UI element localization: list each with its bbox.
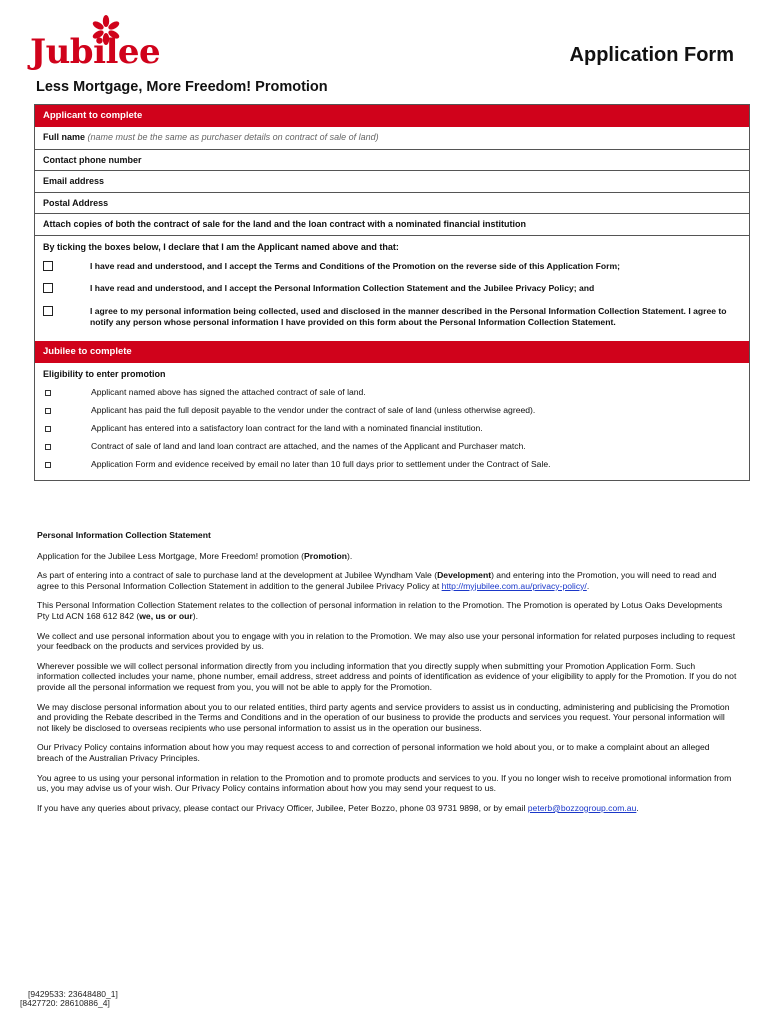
declaration-checkbox-privacy[interactable] [43, 283, 53, 293]
statement-paragraph: We may disclose personal information about you to our related entities, third party agents and service providers to assist us in conducting, administering and publicising the Promotion and providing the Rebate described in the Terms and Conditions and in the operation of our business to provide the products and services you request. Your personal information will not likely be disclosed to overseas recipients who use personal information to assist us in the operation our business. [37, 701, 730, 733]
attachments-row [35, 213, 749, 235]
statement-text: Application for the Jubilee Less Mortgage, More Freedom! promotion ( [37, 550, 305, 561]
eligibility-item [43, 441, 741, 452]
eligibility-section [35, 363, 749, 480]
declaration-intro: By ticking the boxes below, I declare that I am the Applicant named above and that: [43, 241, 399, 252]
full-name-label: Full name [43, 132, 86, 142]
eligibility-text: Applicant named above has signed the attached contract of sale of land. [91, 386, 366, 397]
statement-paragraph [37, 803, 737, 814]
phone-field[interactable] [35, 149, 749, 171]
postal-address-label: Postal Address [43, 197, 109, 208]
statement-text: This Personal Information Collection Statement relates to the collection of personal information in relation to the Promotion. The Promotion is operated by Lotus Oaks Developments Pty Ltd ACN 168 612 842 ( [37, 600, 723, 621]
eligibility-checkbox[interactable] [45, 408, 51, 414]
statement-text: As part of entering into a contract of sale to purchase land at the development at Jubilee Wyndham Vale ( [37, 570, 438, 581]
document-reference-2: [8427720: 28610886_4] [20, 998, 110, 1008]
statement-text: . [586, 580, 590, 591]
eligibility-checkbox[interactable] [45, 426, 51, 432]
eligibility-text: Applicant has entered into a satisfactory loan contract for the land with a nominated financial institution. [91, 422, 483, 433]
eligibility-text: Application Form and evidence received by email no later than 10 full days prior to settlement under the Contract of Sale. [91, 458, 551, 469]
statement-paragraph: Our Privacy Policy contains information about how you may request access to and correction of personal information we hold about you, or to make a complaint about an alleged breach of the Australian Privacy Principles. [37, 742, 710, 763]
statement-text: ) and entering into the Promotion, you will need to read and agree to this Personal Information Collection Statement in addition to the general Jubilee Privacy Policy at [37, 570, 717, 591]
statement-text: . [636, 802, 639, 813]
privacy-policy-link[interactable]: http://myjubilee.com.au/privacy-policy/ [441, 580, 587, 591]
declaration-section [35, 235, 749, 341]
email-field[interactable] [35, 170, 749, 192]
promotion-title: Less Mortgage, More Freedom! Promotion [36, 79, 328, 95]
declaration-checkbox-consent[interactable] [43, 306, 53, 316]
statement-defined-term: we, us or our [139, 610, 193, 621]
eligibility-item [43, 423, 741, 434]
statement-text: If you have any queries about privacy, please contact our Privacy Officer, Jubilee, Peter Bozzo, phone 03 9731 9898, or by email [37, 802, 528, 813]
eligibility-text: Applicant has paid the full deposit payable to the vendor under the contract of sale of land (unless otherwise agreed). [91, 404, 536, 415]
declaration-item [43, 306, 741, 329]
statement-paragraph [37, 551, 737, 562]
eligibility-heading: Eligibility to enter promotion [43, 368, 166, 379]
applicant-section-header: Applicant to complete [35, 105, 749, 127]
eligibility-item [43, 387, 741, 398]
statement-paragraph: You agree to us using your personal information in relation to the Promotion and to promote products and services to you. If you no longer wish to receive promotional information from us, you may advise us of your wish. Our Privacy Policy contains information about how you may send your request to us. [37, 772, 732, 794]
email-label: Email address [43, 176, 105, 187]
jubilee-section-header: Jubilee to complete [35, 341, 749, 363]
declaration-item [43, 283, 741, 295]
declaration-text: I agree to my personal information being collected, used and disclosed in the manner described in the Personal Information Collection Statement. I agree to notify any person whose personal information I have provided on this form about the Personal Information Collection Statement. [90, 305, 727, 328]
eligibility-checkbox[interactable] [45, 444, 51, 450]
logo-text: Jubilee [30, 32, 161, 72]
statement-defined-term: Development [437, 570, 492, 581]
full-name-field[interactable] [35, 127, 749, 149]
declaration-text: I have read and understood, and I accept the Terms and Conditions of the Promotion on the reverse side of this Application Form; [90, 260, 621, 271]
application-form-table [34, 104, 750, 481]
declaration-item [43, 261, 741, 273]
jubilee-logo [30, 14, 180, 70]
statement-paragraph [37, 600, 737, 621]
declaration-text: I have read and understood, and I accept the Personal Information Collection Statement and the Jubilee Privacy Policy; and [90, 283, 595, 294]
statement-text: ). [346, 550, 353, 561]
statement-paragraph: Wherever possible we will collect personal information directly from you including information that you directly supply when submitting your Promotion Application Form. Such information collected includes your name, phone number, email address, street address and points of identification as evidence of your eligibility to apply for the Promotion. If you do not provide all the personal information we request from you, you will not be able to apply for the Promotion. [37, 660, 737, 692]
eligibility-checkbox[interactable] [45, 462, 51, 468]
document-reference [20, 990, 118, 1008]
attachments-label: Attach copies of both the contract of sale for the land and the loan contract with a nominated financial institution [43, 219, 527, 230]
privacy-email-link[interactable]: peterb@bozzogroup.com.au [527, 802, 637, 813]
declaration-checkbox-terms[interactable] [43, 261, 53, 271]
eligibility-checkbox[interactable] [45, 390, 51, 396]
statement-paragraph: We collect and use personal information about you to engage with you in relation to the Promotion. We may also use your personal information for related purposes including to request your feedback on the products and services provided by us. [37, 630, 736, 652]
document-reference-1: [9429533: 23648480_1] [28, 989, 118, 999]
privacy-statement [37, 530, 737, 822]
privacy-statement-heading: Personal Information Collection Statement [37, 530, 211, 540]
phone-label: Contact phone number [43, 154, 142, 165]
eligibility-item [43, 405, 741, 416]
statement-defined-term: Promotion [304, 550, 347, 561]
postal-address-field[interactable] [35, 192, 749, 214]
page-title: Application Form [569, 44, 734, 66]
statement-paragraph [37, 570, 737, 591]
eligibility-text: Contract of sale of land and land loan contract are attached, and the names of the Applicant and Purchaser match. [91, 440, 526, 451]
full-name-hint: (name must be the same as purchaser details on contract of sale of land) [87, 132, 379, 142]
eligibility-item [43, 459, 741, 470]
statement-text: ). [192, 610, 198, 621]
